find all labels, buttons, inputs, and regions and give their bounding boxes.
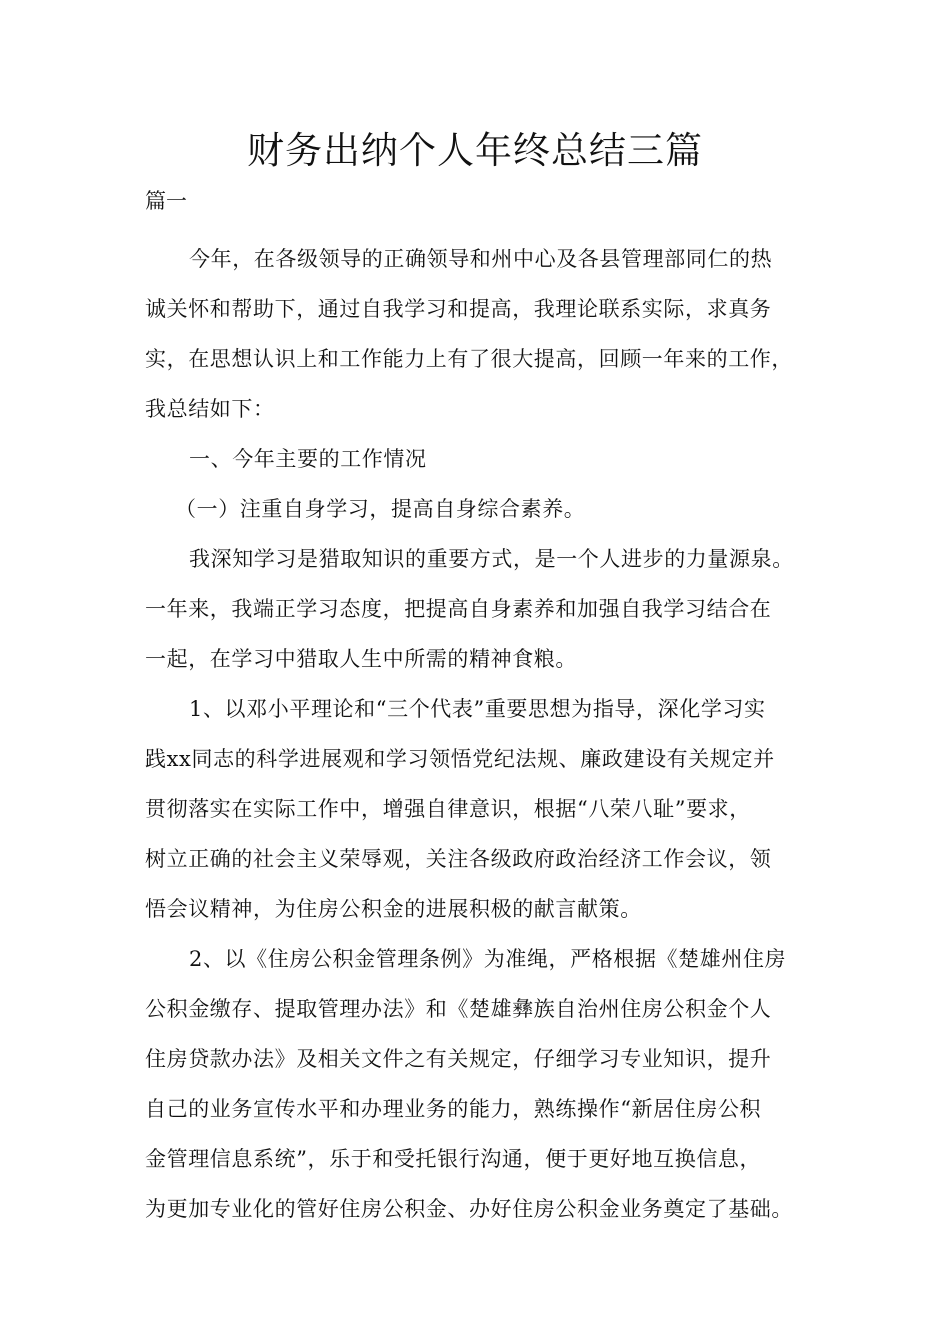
text-line: 树立正确的社会主义荣辱观，关注各级政府政治经济工作会议，领 [145,847,772,871]
subheading-self-study [145,484,810,534]
text-line: 诚关怀和帮助下，通过自我学习和提高，我理论联系实际，求真务 [145,297,772,321]
document-title: 财务出纳个人年终总结三篇 [247,129,703,172]
text-line: 我总结如下： [145,397,275,421]
section-label: 篇一 [145,189,187,213]
text-line: 一年来，我端正学习态度，把提高自身素养和加强自我学习结合在 [145,597,772,621]
text-line: 自己的业务宣传水平和办理业务的能力，熟练操作“新居住房公积 [145,1097,762,1121]
text-line: 1、以邓小平理论和“三个代表”重要思想为指导，深化学习实 [189,697,766,721]
text-line: 为更加专业化的管好住房公积金、办好住房公积金业务奠定了基础。 [145,1197,793,1221]
text-line: 住房贷款办法》及相关文件之有关规定，仔细学习专业知识，提升 [145,1047,772,1071]
text-line: 实，在思想认识上和工作能力上有了很大提高，回顾一年来的工作， [145,347,793,371]
text-line: 一、今年主要的工作情况 [189,447,427,471]
paragraph-item-2 [145,934,810,1234]
text-line: 践xx同志的科学进展观和学习领悟党纪法规、廉政建设有关规定并 [145,747,775,771]
paragraph-intro [145,234,810,434]
text-line: 我深知学习是猎取知识的重要方式，是一个人进步的力量源泉。 [189,547,794,571]
paragraph-learning [145,534,810,684]
text-line: 公积金缴存、提取管理办法》和《楚雄彝族自治州住房公积金个人 [145,997,772,1021]
text-line: （一）注重自身学习，提高自身综合素养。 [175,497,586,521]
paragraph-item-1 [145,684,810,934]
text-line: 今年，在各级领导的正确领导和州中心及各县管理部同仁的热 [189,247,773,271]
text-line: 悟会议精神，为住房公积金的进展积极的献言献策。 [145,897,642,921]
text-line: 贯彻落实在实际工作中，增强自律意识，根据“八荣八耻”要求， [145,797,751,821]
document-body [145,234,810,1234]
text-line: 金管理信息系统”，乐于和受托银行沟通，便于更好地互换信息， [145,1147,762,1171]
heading-main-work [145,434,810,484]
text-line: 2、以《住房公积金管理条例》为准绳，严格根据《楚雄州住房 [189,947,787,971]
text-line: 一起，在学习中猎取人生中所需的精神食粮。 [145,647,577,671]
